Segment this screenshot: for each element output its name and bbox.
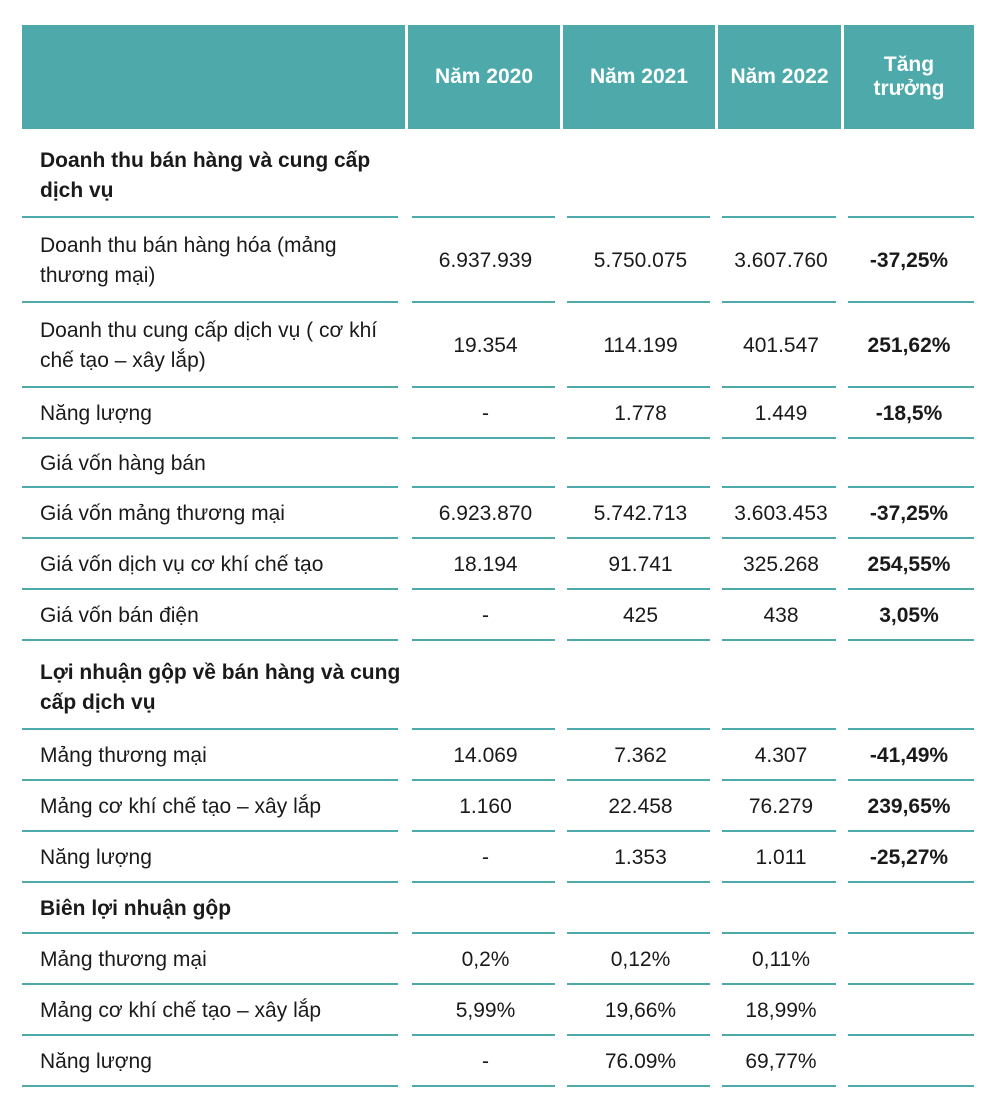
value-2021: 1.353: [614, 845, 667, 869]
row-label: Năng lượng: [40, 845, 152, 869]
table-row: [22, 832, 974, 883]
section-row: [22, 641, 974, 730]
table-row: [22, 985, 974, 1036]
divider-segment: [722, 1085, 836, 1087]
growth-value: 3,05%: [879, 603, 939, 627]
value-2022: 325.268: [743, 552, 819, 576]
table-row: [22, 590, 974, 641]
header-growth: Tăng trưởng: [844, 25, 974, 129]
table-body: [22, 129, 974, 1087]
value-2022: 4.307: [754, 743, 808, 767]
value-2020: 14.069: [453, 743, 518, 767]
value-2020: 1.160: [459, 794, 512, 818]
row-label: Biên lợi nhuận gộp: [40, 896, 232, 920]
growth-value: -25,27%: [869, 845, 949, 869]
value-2021: 91.741: [608, 552, 673, 576]
table-row: [22, 488, 974, 539]
value-2022: 0,11%: [752, 947, 810, 971]
growth-value: 251,62%: [867, 333, 951, 357]
value-2022: 3.603.453: [734, 501, 828, 525]
value-2020: 19.354: [453, 333, 518, 357]
value-2022: 18,99%: [745, 998, 817, 1022]
table-row: [22, 218, 974, 303]
row-label: Mảng thương mại: [40, 743, 207, 767]
row-label: Giá vốn dịch vụ cơ khí chế tạo: [40, 552, 324, 576]
divider-segment: [567, 1085, 710, 1087]
value-2021: 19,66%: [604, 998, 677, 1022]
value-2022: 76.279: [748, 794, 814, 818]
value-2022: 69,77%: [745, 1049, 817, 1073]
row-label: Doanh thu cung cấp dịch vụ ( cơ khí chế tạo – xây lắp): [40, 318, 378, 372]
value-2021: 22.458: [608, 794, 673, 818]
row-label: Năng lượng: [40, 1049, 152, 1073]
table-row: [22, 730, 974, 781]
value-2022: 401.547: [743, 333, 819, 357]
row-label: Doanh thu bán hàng hóa (mảng thương mại): [40, 233, 337, 287]
growth-value: -37,25%: [869, 501, 949, 525]
value-2021: 7.362: [614, 743, 667, 767]
section-row: [22, 129, 974, 218]
value-2021: 76.09%: [604, 1049, 677, 1073]
section-row: [22, 883, 974, 934]
row-label: Doanh thu bán hàng và cung cấp dịch vụ: [40, 148, 371, 202]
value-2020: 6.937.939: [438, 248, 533, 272]
row-label: Mảng cơ khí chế tạo – xây lắp: [40, 998, 322, 1022]
table-row: [22, 303, 974, 388]
value-2021: 0,12%: [610, 947, 671, 971]
value-2022: 438: [763, 603, 799, 627]
table-row: [22, 439, 974, 488]
value-2021: 5.742.713: [593, 501, 688, 525]
table-row: [22, 781, 974, 832]
header-year-2022: Năm 2022: [718, 25, 844, 129]
value-2020: 6.923.870: [438, 501, 533, 525]
growth-value: -37,25%: [869, 248, 949, 272]
value-2021: 114.199: [603, 333, 678, 357]
growth-value: -41,49%: [869, 743, 949, 767]
value-2020: -: [482, 845, 489, 869]
row-label: Mảng thương mại: [40, 947, 207, 971]
growth-value: 254,55%: [867, 552, 951, 576]
value-2020: -: [482, 401, 489, 425]
table-row: [22, 539, 974, 590]
value-2020: -: [482, 1049, 489, 1073]
value-2022: 1.011: [755, 845, 807, 869]
row-label: Giá vốn bán điện: [40, 603, 199, 627]
growth-value: -18,5%: [875, 401, 943, 425]
value-2020: 0,2%: [461, 947, 510, 971]
table-row: [22, 388, 974, 439]
value-2022: 3.607.760: [734, 248, 828, 272]
row-label: Giá vốn mảng thương mại: [40, 501, 285, 525]
table-header: [22, 25, 974, 129]
row-label: Lợi nhuận gộp về bán hàng và cung cấp dịch vụ: [40, 660, 401, 714]
table-row: [22, 934, 974, 985]
table-row: [22, 1036, 974, 1087]
growth-value: 239,65%: [867, 794, 951, 818]
row-label: Mảng cơ khí chế tạo – xây lắp: [40, 794, 322, 818]
divider-segment: [22, 1085, 398, 1087]
value-2021: 425: [622, 603, 659, 627]
header-year-2021: Năm 2021: [563, 25, 718, 129]
value-2022: 1.449: [754, 401, 808, 425]
divider-segment: [412, 1085, 555, 1087]
value-2020: -: [482, 603, 489, 627]
value-2020: 18.194: [453, 552, 518, 576]
divider-segment: [848, 1085, 974, 1087]
value-2020: 5,99%: [455, 998, 516, 1022]
value-2021: 1.778: [614, 401, 667, 425]
header-year-2020: Năm 2020: [408, 25, 563, 129]
row-label: Giá vốn hàng bán: [40, 451, 206, 475]
row-label: Năng lượng: [40, 401, 152, 425]
header-empty-cell: [22, 25, 408, 129]
value-2021: 5.750.075: [593, 248, 688, 272]
financial-table: [22, 25, 974, 1087]
row-divider: [22, 1085, 974, 1087]
